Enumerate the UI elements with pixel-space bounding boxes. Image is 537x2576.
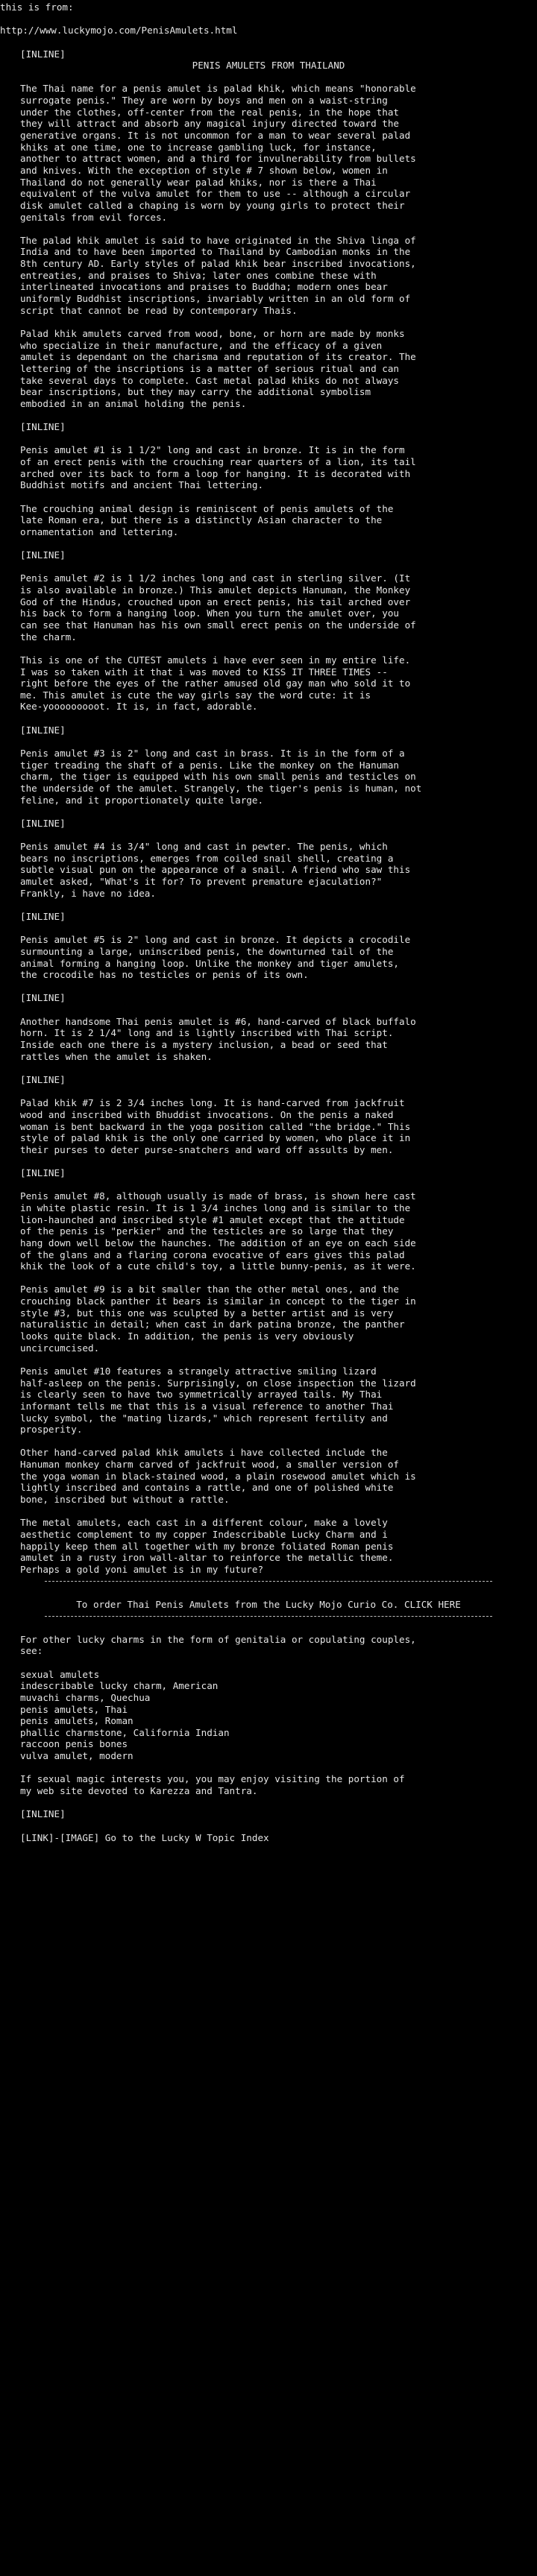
inline-image-placeholder: [INLINE] (20, 1073, 66, 1085)
spacer (0, 1820, 537, 1832)
paragraph-line: amulet asked, "What's it for? To prevent premature ejaculation?" (20, 876, 383, 888)
paragraph-line: Penis amulet #10 features a strangely attractive smiling lizard (20, 1365, 377, 1377)
paragraph-line: The crouching animal design is reminiscent of penis amulets of the (20, 502, 394, 514)
paragraph-line: Thailand do not generally wear palad khiks, nor is there a Thai (20, 176, 377, 188)
paragraph-line: me. This amulet is cute the way girls say the word cute: it is (20, 689, 371, 701)
paragraph-line: Penis amulet #2 is 1 1/2 inches long and cast in sterling silver. (It (20, 572, 411, 584)
paragraph-line: script that cannot be read by contemporary Thais. (20, 304, 298, 316)
related-link[interactable]: raccoon penis bones (20, 1738, 128, 1750)
paragraph-line: under the clothes, off-center from the real penis, in the hope that (20, 106, 399, 118)
paragraph-line: naturalistic in detail; when cast in dark patina bronze, the panther (20, 1319, 405, 1330)
related-link[interactable]: vulva amulet, modern (20, 1750, 134, 1762)
related-link[interactable]: indescribable lucky charm, American (20, 1680, 219, 1692)
paragraph-line: horn. It is 2 1/4" long and is lightly inscribed with Thai script. (20, 1027, 394, 1039)
paragraph-line: right before the eyes of the rather amused old gay man who sold it to (20, 678, 411, 689)
paragraph (0, 1097, 537, 1155)
paragraph-line: aesthetic complement to my copper Indescribable Lucky Charm and i (20, 1528, 388, 1540)
spacer (0, 981, 537, 993)
paragraph (0, 1773, 537, 1796)
spacer (0, 223, 537, 235)
source-url: http://www.luckymojo.com/PenisAmulets.html (0, 25, 238, 37)
spacer (0, 1155, 537, 1167)
paragraph-line: wood and inscribed with Bhuddist invocations. On the penis a naked (20, 1108, 394, 1120)
paragraph (0, 83, 537, 223)
paragraph-line: see: (20, 1645, 43, 1657)
paragraph-line: India and to have been imported to Thailand by Cambodian monks in the (20, 246, 411, 258)
paragraph-line: half-asleep on the penis. Surprisingly, on close inspection the lizard (20, 1377, 416, 1389)
inline-image-placeholder: [INLINE] (20, 1808, 66, 1820)
paragraph-line: lettering of the inscriptions is a matter of serious ritual and can (20, 362, 399, 374)
paragraph-line: amulet in a rusty iron wall-altar to reinforce the metallic theme. (20, 1552, 394, 1564)
paragraph-line: is also available in bronze.) This amulet depicts Hanuman, the Monkey (20, 584, 411, 596)
page-title: PENIS AMULETS FROM THAILAND (192, 60, 345, 72)
paragraph (0, 1517, 537, 1575)
paragraph-line: God of the Hindus, crouched upon an erect penis, his tail arched over (20, 596, 411, 607)
order-link[interactable]: To order Thai Penis Amulets from the Lucky Mojo Curio Co. CLICK HERE (76, 1598, 461, 1610)
paragraph (0, 1284, 537, 1354)
paragraph (0, 748, 537, 806)
paragraph-line: embodied in an animal holding the penis. (20, 397, 247, 409)
paragraph-line: Penis amulet #1 is 1 1/2" long and cast in bronze. It is in the form (20, 444, 405, 456)
paragraph-line: tiger treading the shaft of a penis. Like the monkey on the Hanuman (20, 759, 399, 771)
paragraph (0, 1366, 537, 1436)
paragraph-line: subtle visual pun on the appearance of a snail. A friend who saw this (20, 864, 411, 876)
paragraph-line: amulet is dependant on the charisma and reputation of its creator. The (20, 351, 416, 363)
paragraph-line: If sexual magic interests you, you may enjoy visiting the portion of (20, 1773, 405, 1785)
spacer (0, 643, 537, 654)
spacer (0, 433, 537, 445)
document-page (0, 1, 537, 1843)
paragraph-line: looks quite black. In addition, the penis is very obviously (20, 1330, 354, 1342)
horizontal-rule (0, 1575, 537, 1587)
paragraph-line: his back to form a hanging loop. When you turn the amulet over, you (20, 607, 399, 619)
spacer (0, 491, 537, 503)
related-link[interactable]: penis amulets, Roman (20, 1715, 134, 1727)
paragraph-line: my web site devoted to Karezza and Tantra. (20, 1785, 258, 1797)
spacer (0, 316, 537, 328)
paragraph-line: Penis amulet #9 is a bit smaller than the other metal ones, and the (20, 1284, 399, 1295)
paragraph-line: genitals from evil forces. (20, 211, 168, 223)
paragraph-line: The metal amulets, each cast in a different colour, make a lovely (20, 1517, 388, 1529)
topic-index-link[interactable]: [LINK]-[IMAGE] Go to the Lucky W Topic Index (20, 1831, 269, 1843)
paragraph-line: the crocodile has no testicles or penis of its own. (20, 969, 309, 981)
inline-image-placeholder: [INLINE] (20, 1167, 66, 1179)
related-links-list (0, 1669, 537, 1762)
paragraph-line: crouching black panther it bears is similar in concept to the tiger in (20, 1295, 416, 1307)
spacer (0, 561, 537, 573)
paragraph-line: For other lucky charms in the form of genitalia or copulating couples, (20, 1633, 416, 1645)
paragraph-line: in white plastic resin. It is 1 3/4 inches long and is similar to the (20, 1202, 411, 1213)
spacer (0, 713, 537, 724)
spacer (0, 1797, 537, 1809)
paragraph-line: Palad khik amulets carved from wood, bone, or horn are made by monks (20, 327, 405, 339)
spacer (0, 899, 537, 911)
paragraph-line: is clearly seen to have two symmetrically arrayed tails. My Thai (20, 1389, 383, 1401)
inline-image-placeholder: [INLINE] (20, 48, 66, 60)
paragraph-line: Buddhist motifs and ancient Thai lettering. (20, 479, 264, 491)
inline-image-placeholder: [INLINE] (20, 421, 66, 433)
spacer (0, 72, 537, 83)
related-link[interactable]: phallic charmstone, California Indian (20, 1726, 230, 1738)
paragraph (0, 572, 537, 643)
paragraph-line: entreaties, and praises to Shiva; later ones combine these with (20, 269, 377, 281)
paragraph-line: take several days to complete. Cast metal palad khiks do not always (20, 374, 399, 386)
paragraph-line: surmounting a large, uninscribed penis, the downturned tail of the (20, 945, 394, 957)
paragraph-line: of the penis is "perkier" and the testicles are so large that they (20, 1225, 394, 1237)
paragraph-line: the yoga woman in black-stained wood, a plain rosewood amulet which is (20, 1470, 416, 1482)
paragraph (0, 934, 537, 981)
paragraph-line: late Roman era, but there is a distinctly Asian character to the (20, 514, 383, 526)
paragraph-line: 8th century AD. Early styles of palad khik bear inscribed invocations, (20, 258, 416, 270)
paragraph-line: animal forming a hanging loop. Unlike the monkey and tiger amulets, (20, 957, 399, 969)
spacer (0, 1179, 537, 1191)
paragraph-line: Hanuman monkey charm carved of jackfruit wood, a smaller version of (20, 1459, 399, 1471)
spacer (0, 736, 537, 748)
paragraph-line: feline, and it proportionately quite large. (20, 794, 264, 806)
related-link[interactable]: muvachi charms, Quechua (20, 1691, 151, 1703)
paragraph-line: of the glans and a flaring corona evocative of ears gives this palad (20, 1248, 405, 1260)
paragraph-line: the underside of the amulet. Strangely, the tiger's penis is human, not (20, 782, 422, 794)
horizontal-rule (0, 1610, 537, 1622)
paragraph-line: Palad khik #7 is 2 3/4 inches long. It is hand-carved from jackfruit (20, 1097, 405, 1109)
spacer (0, 409, 537, 421)
paragraph-line: uncircumcised. (20, 1342, 100, 1354)
paragraph-line: Penis amulet #8, although usually is made of brass, is shown here cast (20, 1190, 416, 1202)
paragraph-line: woman is bent backward in the yoga position called "the bridge." This (20, 1120, 411, 1132)
spacer (0, 1062, 537, 1074)
paragraph-line: Inside each one there is a mystery inclusion, a bead or seed that (20, 1039, 388, 1051)
paragraph (0, 235, 537, 316)
paragraph-line: Perhaps a gold yoni amulet is in my future? (20, 1563, 264, 1575)
paragraph-line: and knives. With the exception of style # 7 shown below, women in (20, 164, 388, 176)
paragraph (0, 1190, 537, 1272)
paragraph-line: lightly inscribed and contains a rattle, and one of polished white (20, 1482, 394, 1494)
paragraph (0, 503, 537, 538)
paragraph-line: bear inscriptions, but they may carry the additional symbolism (20, 386, 371, 398)
paragraph-line: the charm. (20, 631, 77, 643)
paragraph-line: rattles when the amulet is shaken. (20, 1050, 213, 1062)
paragraph-line: surrogate penis." They are worn by boys and men on a waist-string (20, 95, 388, 107)
spacer (0, 1587, 537, 1599)
paragraph (0, 328, 537, 409)
paragraph-line: hang down well below the haunches. The addition of an eye on each side (20, 1237, 416, 1248)
paragraph-line: uniformly Buddhist inscriptions, invariably written in an old form of (20, 293, 411, 305)
paragraph-line: style of palad khik is the only one carried by women, who place it in (20, 1132, 411, 1144)
related-link[interactable]: penis amulets, Thai (20, 1703, 128, 1715)
document-body (0, 37, 537, 1843)
paragraph-line: khik the look of a cute child's toy, a little bunny-penis, as it were. (20, 1260, 416, 1272)
paragraph-line: Another handsome Thai penis amulet is #6, hand-carved of black buffalo (20, 1015, 416, 1027)
paragraph-line: arched over its back to form a loop for hanging. It is decorated with (20, 467, 411, 479)
paragraph-line: khiks at one time, one to increase gambling luck, for instance, (20, 141, 377, 153)
spacer (0, 1762, 537, 1774)
paragraph-line: informant tells me that this is a visual reference to another Thai (20, 1400, 394, 1412)
paragraph-line: can see that Hanuman has his own small erect penis on the underside of (20, 619, 416, 631)
paragraph (0, 654, 537, 713)
paragraph-line: prosperity. (20, 1424, 83, 1436)
paragraph (0, 841, 537, 899)
paragraph-line: This is one of the CUTEST amulets i have ever seen in my entire life. (20, 654, 411, 666)
spacer (0, 537, 537, 549)
paragraph-line: their purses to deter purse-snatchers and ward off assults by men. (20, 1143, 394, 1155)
paragraph (0, 444, 537, 491)
paragraph-line: disk amulet called a chaping is worn by young girls to protect their (20, 199, 405, 211)
paragraph-line: Kee-yooooooooot. It is, in fact, adorable. (20, 701, 258, 713)
inline-image-placeholder: [INLINE] (20, 992, 66, 1004)
paragraph-line: who specialize in their manufacture, and the efficacy of a given (20, 339, 383, 351)
paragraph-line: of an erect penis with the crouching rear quarters of a lion, its tail (20, 455, 416, 467)
spacer (0, 1004, 537, 1016)
paragraph-line: bears no inscriptions, emerges from coiled snail shell, creating a (20, 852, 394, 864)
spacer (0, 1354, 537, 1366)
paragraph-line: style #3, but this one was sculpted by a better artist and is very (20, 1307, 394, 1319)
paragraph-line: Penis amulet #3 is 2" long and cast in brass. It is in the form of a (20, 748, 405, 759)
paragraph-line: Penis amulet #5 is 2" long and cast in bronze. It depicts a crocodile (20, 934, 411, 946)
spacer (0, 1086, 537, 1098)
paragraph (0, 1447, 537, 1505)
paragraph (0, 1634, 537, 1657)
paragraph-line: happily keep them all together with my bronze foliated Roman penis (20, 1540, 394, 1552)
inline-image-placeholder: [INLINE] (20, 549, 66, 561)
paragraph-line: equivalent of the vulva amulet for them to use -- although a circular (20, 188, 411, 200)
spacer (0, 1436, 537, 1448)
paragraph-line: they will attract and absorb any magical injury directed toward the (20, 118, 399, 130)
inline-image-placeholder: [INLINE] (20, 910, 66, 922)
paragraph-line: interlineated invocations and praises to Buddha; modern ones bear (20, 281, 388, 293)
paragraph-line: another to attract women, and a third for invulnerability from bullets (20, 153, 416, 165)
spacer (0, 13, 537, 25)
spacer (0, 1506, 537, 1518)
paragraph (0, 1016, 537, 1063)
paragraph-line: The palad khik amulet is said to have originated in the Shiva linga of (20, 234, 416, 246)
source-intro: this is from: (0, 1, 74, 13)
paragraph-line: Frankly, i have no idea. (20, 887, 156, 899)
paragraph-line: ornamentation and lettering. (20, 525, 179, 537)
spacer (0, 806, 537, 818)
paragraph-line: bone, inscribed but without a rattle. (20, 1494, 230, 1505)
spacer (0, 829, 537, 841)
paragraph-line: Other hand-carved palad khik amulets i have collected include the (20, 1447, 388, 1459)
inline-image-placeholder: [INLINE] (20, 817, 66, 829)
spacer (0, 1622, 537, 1634)
spacer (0, 1272, 537, 1284)
paragraph-line: lion-haunched and inscribed style #1 amulet except that the attitude (20, 1213, 405, 1225)
spacer (0, 923, 537, 935)
spacer (0, 37, 537, 48)
paragraph-line: The Thai name for a penis amulet is palad khik, which means "honorable (20, 83, 416, 95)
paragraph-line: I was so taken with it that i was moved to KISS IT THREE TIMES -- (20, 666, 388, 678)
paragraph-line: generative organs. It is not uncommon for a man to wear several palad (20, 130, 411, 142)
paragraph-line: lucky symbol, the "mating lizards," which represent fertility and (20, 1412, 388, 1424)
paragraph-line: charm, the tiger is equipped with his own small penis and testicles on (20, 771, 416, 783)
spacer (0, 1657, 537, 1669)
paragraph-line: Penis amulet #4 is 3/4" long and cast in pewter. The penis, which (20, 841, 388, 853)
inline-image-placeholder: [INLINE] (20, 724, 66, 736)
related-link[interactable]: sexual amulets (20, 1668, 100, 1680)
